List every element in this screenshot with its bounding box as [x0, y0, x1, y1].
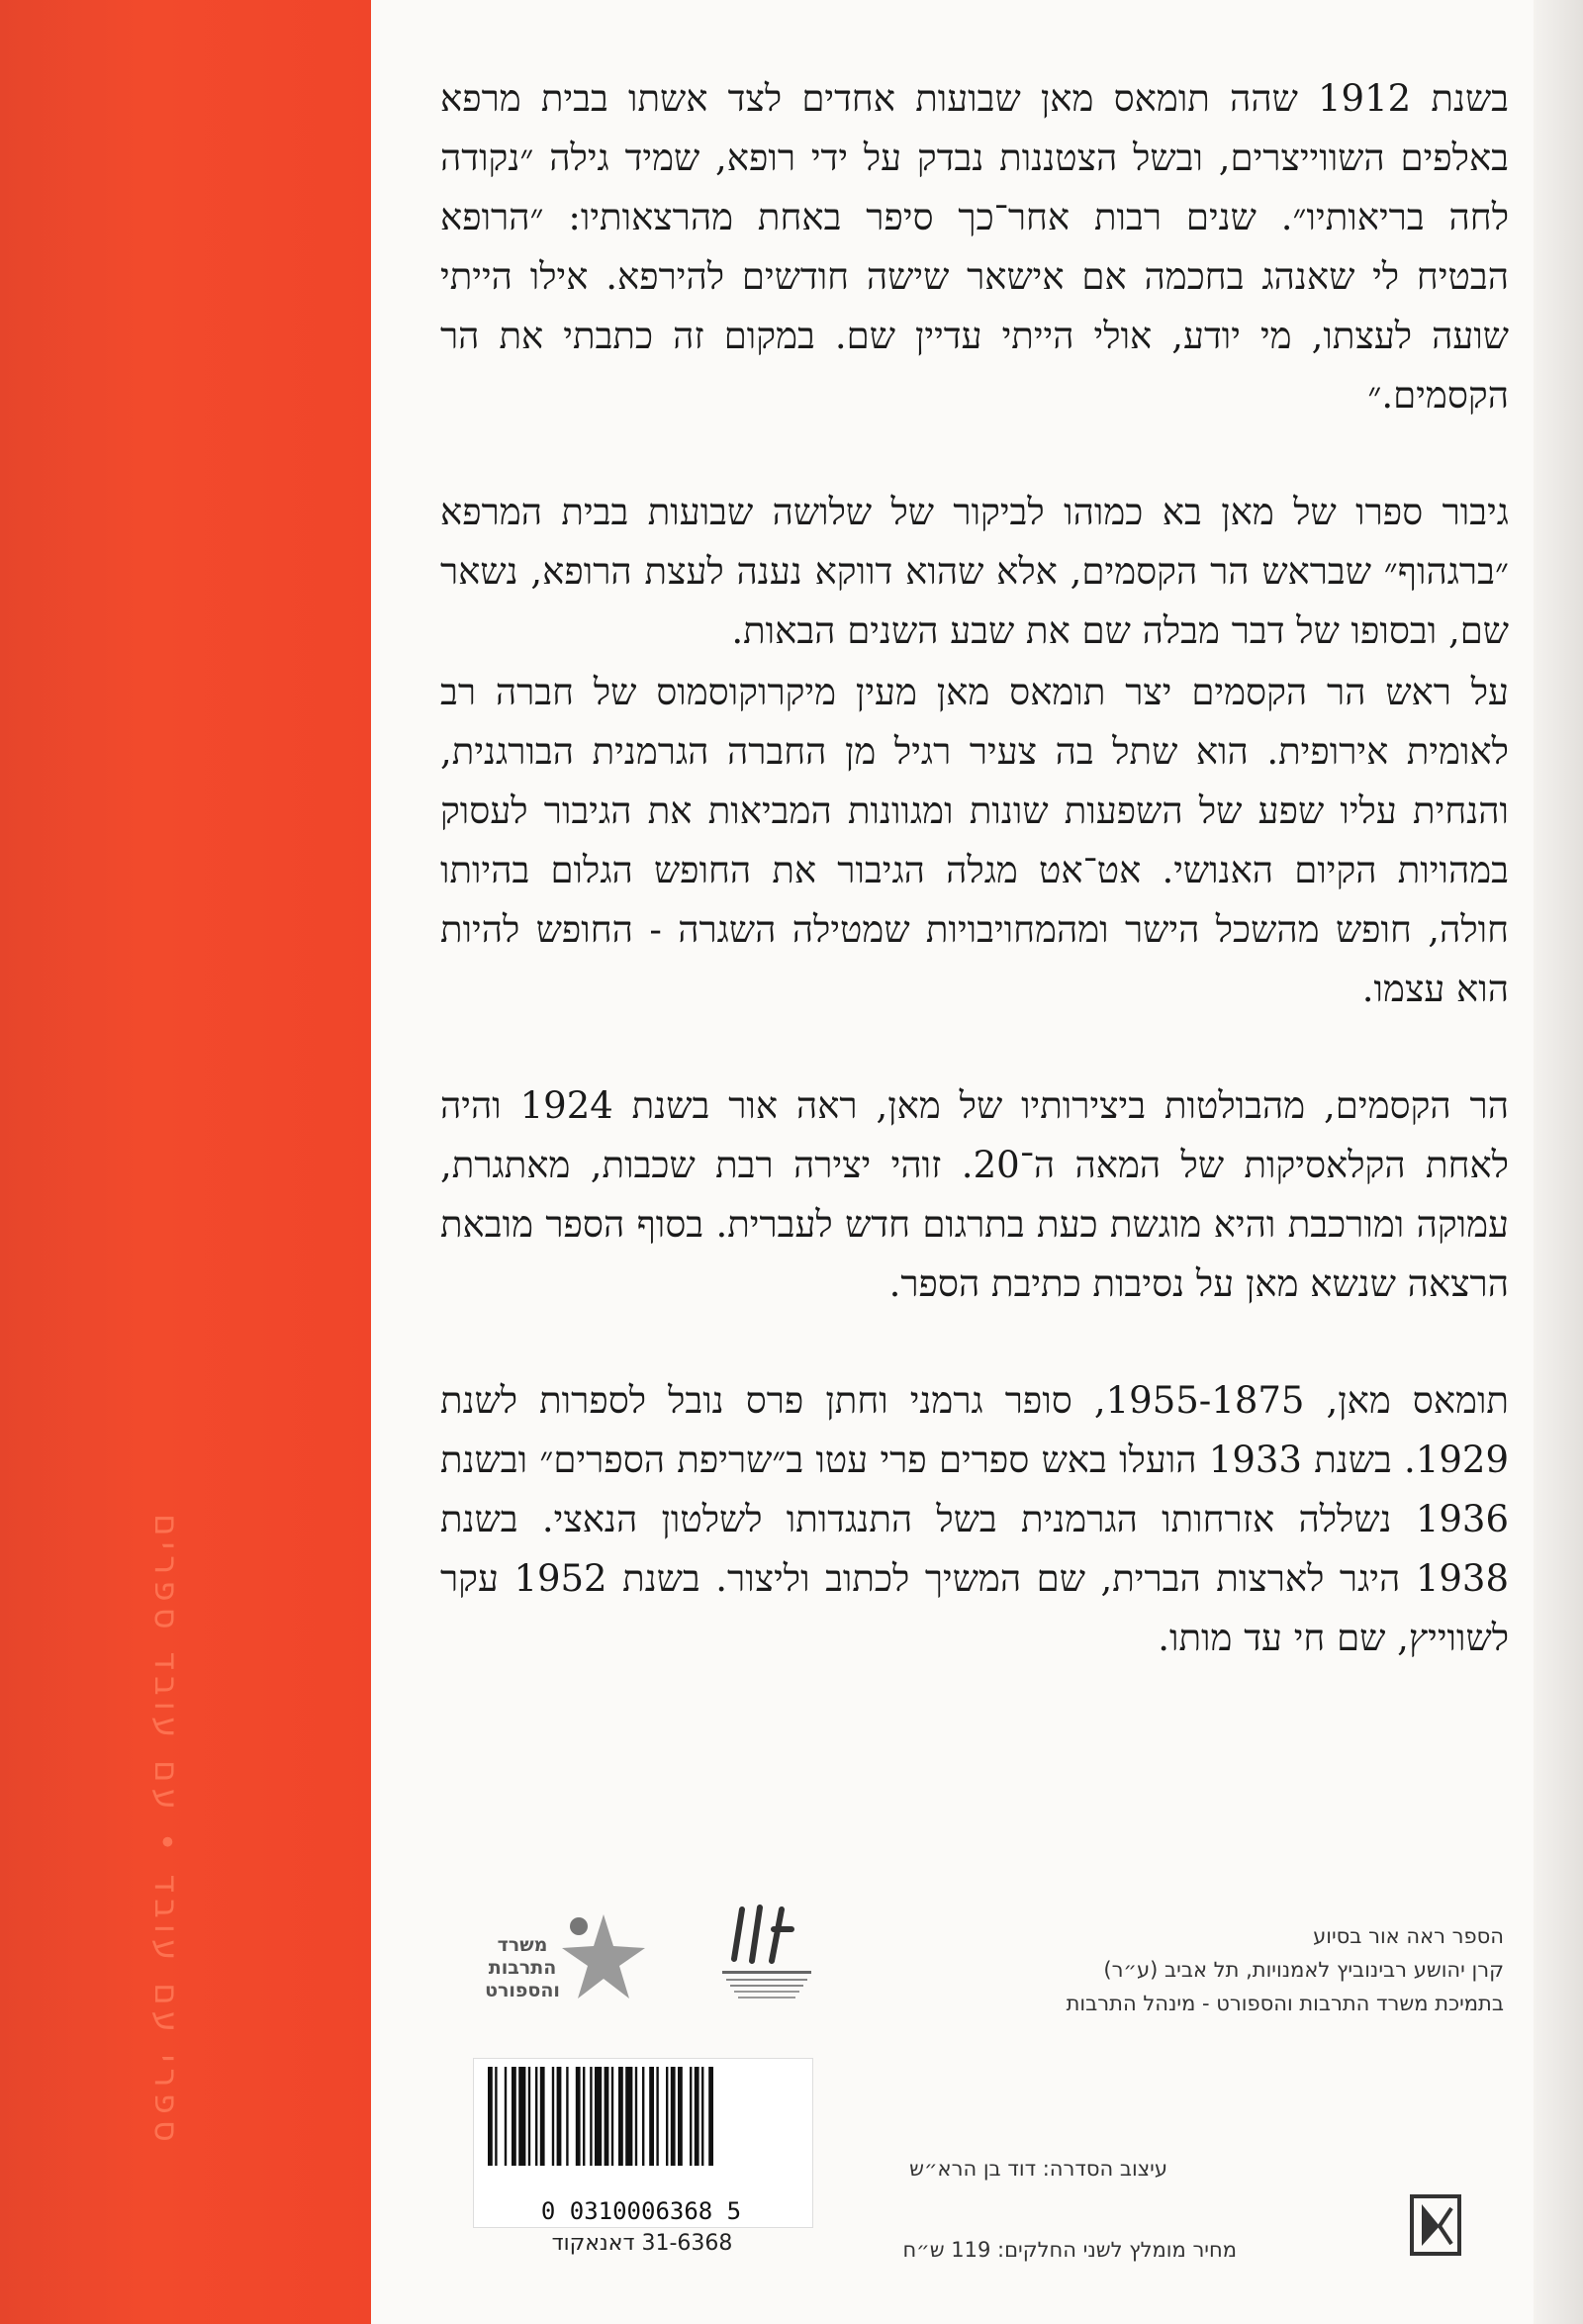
ministry-logo-text: משרד התרבות והספורט: [485, 1934, 560, 2001]
foundation-logo: [712, 1900, 821, 2018]
design-credit: עיצוב הסדרה: דוד בן הרא״ש: [909, 2157, 1167, 2181]
series-name: ספרי עם עובד • עם עובד ספרים: [146, 1514, 186, 2148]
barcode: [473, 2058, 813, 2228]
price-label: מחיר מומלץ לשני החלקים: 119 ש״ח: [902, 2238, 1237, 2262]
barcode-bars: [482, 2067, 800, 2166]
distributor-code: 31-6368 דאנאקוד: [551, 2231, 733, 2256]
paragraph-intro: בשנת 1912 שהה תומאס מאן שבועות אחדים לצד אשתו בבית מרפא באלפים השווייצרים, ובשל הצטננות נבדק על ידי רופא, שמיד גילה ״נקודה לחה בריאותיו״. שנים רבות אחר־כך סיפר באחת מהרצאותיו: ״הרופא הבטיח לי שאנהג בחכמה אם אישאר שישה חודשים להירפא. אילו הייתי שועה לעצתו, מי יודע, אולי הייתי עדיין שם. במקום זה כתבתי את הר הקסמים.״: [440, 77, 1510, 417]
support-credits: [851, 1919, 1504, 2020]
book-spine: [0, 0, 371, 2324]
credits-line-3: בתמיכת משרד התרבות והספורט - מינהל התרבות: [1066, 1992, 1504, 2015]
barcode-number: 0 0310006368 5: [540, 2197, 742, 2225]
blurb: [440, 69, 1509, 1668]
credits-line-2: קרן יהושע רבינוביץ לאמנויות, תל אביב (ע״ר): [1103, 1958, 1504, 1982]
paragraph-author-bio: תומאס מאן, 1955-1875, סופר גרמני וחתן פרס נובל לספרות לשנת 1929. בשנת 1933 הועלו באש ספרים פרי עטו ב״שריפת הספרים״ ובשנת 1936 נשללה אזרחותו הגרמנית בשל התנגדותו לשלטון הנאצי. בשנת 1938 היגר לארצות הברית, שם המשיך לכתוב וליצור. בשנת 1952 עקר לשווייץ, שם חי עד מותו.: [440, 1379, 1509, 1659]
paragraph-microcosm: על ראש הר הקסמים יצר תומאס מאן מעין מיקרוקוסמוס של חברה רב לאומית אירופית. הוא שתל בה צעיר רגיל מן החברה הגרמנית הבורגנית, והנחית עליו שפע של השפעות שונות ומגוונות המביאות את הגיבור לעסוק במהויות הקיום האנושי. אט־אט מגלה הגיבור את החופש הגלום בהיותו חולה, חופש מהשכל הישר ומהמחויבויות שמטילה השגרה - החופש להיות הוא עצמו.: [440, 671, 1509, 1010]
paragraph-classic: הר הקסמים, מהבולטות ביצירותיו של מאן, ראה אור בשנת 1924 והיה לאחת הקלאסיקות של המאה ה־20. זוהי יצירה רבת שכבות, מאתגרת, עמוקה ומורכבת והיא מוגשת כעת בתרגום חדש לעברית. בסוף הספר מובאת הרצאה שנשא מאן על נסיבות כתיבת הספר.: [440, 1084, 1509, 1305]
page-edge: [1534, 0, 1583, 2324]
publisher-logo: [1410, 2194, 1461, 2256]
paragraph-hero: גיבור ספרו של מאן בא כמוהו לביקור של שלושה שבועות בבית המרפא ״ברגהוף״ שבראש הר הקסמים, אלא שהוא דווקא נענה לעצת הרופא, נשאר שם, ובסופו של דבר מבלה שם את שבע השנים הבאות.: [440, 491, 1509, 652]
credits-line-1: הספר ראה אור בסיוע: [1313, 1924, 1504, 1948]
